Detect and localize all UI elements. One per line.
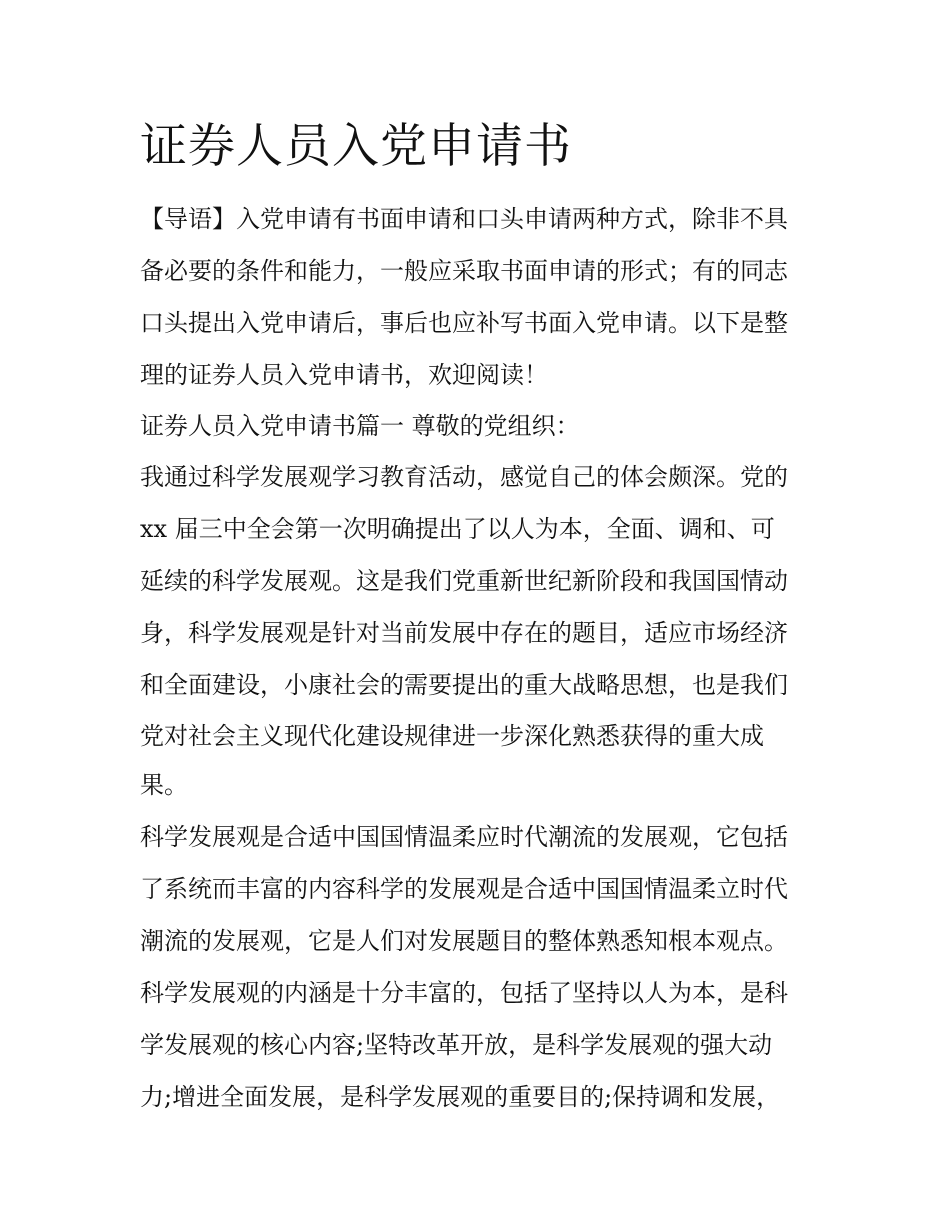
body-line: 备必要的条件和能力，一般应采取书面申请的形式；有的同志: [140, 257, 788, 285]
body-line: 身，科学发展观是针对当前发展中存在的题目，适应市场经济: [140, 619, 788, 647]
body-line: 我通过科学发展观学习教育活动，感觉自己的体会颇深。党的: [140, 463, 788, 491]
body-line: 理的证券人员入党申请书，欢迎阅读！: [140, 361, 548, 389]
body-line: 和全面建设，小康社会的需要提出的重大战略思想，也是我们: [140, 671, 788, 699]
body-line: 口头提出入党申请后，事后也应补写书面入党申请。以下是整: [140, 309, 788, 337]
body-line: 力;增进全面发展，是科学发展观的重要目的;保持调和发展，: [140, 1083, 781, 1111]
body-line: 学发展观的核心内容;坚特改革开放，是科学发展观的强大动: [140, 1031, 773, 1059]
body-line: 潮流的发展观，它是人们对发展题目的整体熟悉知根本观点。: [140, 927, 788, 955]
body-line: 科学发展观是合适中国国情温柔应时代潮流的发展观，它包括: [140, 823, 788, 851]
body-line: 延续的科学发展观。这是我们党重新世纪新阶段和我国国情动: [140, 567, 788, 595]
body-line: 了系统而丰富的内容科学的发展观是合适中国国情温柔立时代: [140, 875, 788, 903]
document-title: 证券人员入党申请书: [140, 119, 572, 174]
body-line: 果。: [140, 771, 188, 799]
body-line: 【导语】入党申请有书面申请和口头申请两种方式，除非不具: [140, 205, 788, 233]
body-line: xx 届三中全会第一次明确提出了以人为本，全面、调和、可: [140, 515, 775, 543]
body-line: 科学发展观的内涵是十分丰富的，包括了坚持以人为本，是科: [140, 979, 788, 1007]
section-heading: 证券人员入党申请书篇一 尊敬的党组织：: [140, 412, 580, 440]
body-line: 党对社会主义现代化建设规律进一步深化熟悉获得的重大成: [140, 722, 764, 750]
